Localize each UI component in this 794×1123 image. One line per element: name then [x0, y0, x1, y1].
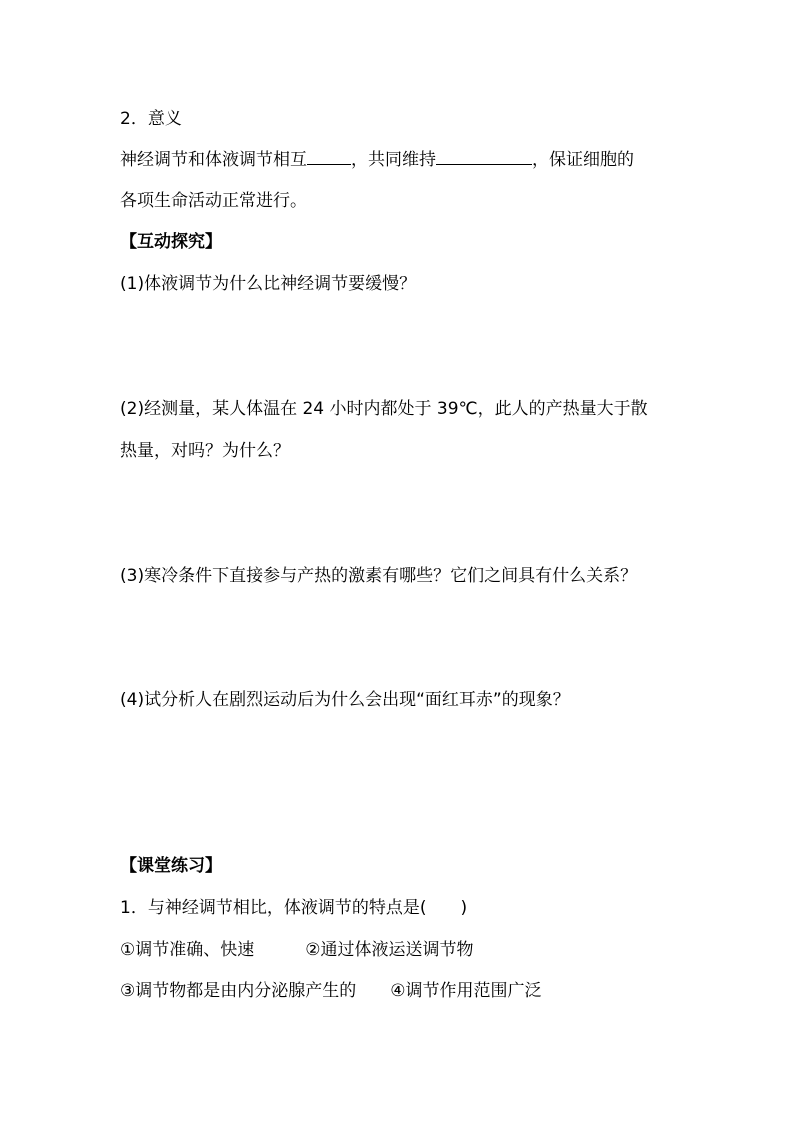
meaning-heading: 2．意义 — [120, 109, 182, 129]
inquiry-question-4: (4)试分析人在剧烈运动后为什么会出现“面红耳赤”的现象？ — [120, 690, 570, 710]
interactive-inquiry-title: 【互动探究】 — [120, 232, 222, 252]
meaning-text-part-3: ，保证细胞的 — [532, 150, 634, 170]
meaning-text-part-1: 神经调节和体液调节相互 — [120, 150, 307, 170]
meaning-sentence-line-1 — [120, 148, 634, 171]
inquiry-question-2-line-2: 热量，对吗？为什么？ — [120, 441, 290, 461]
practice-question-1-stem: 1．与神经调节相比，体液调节的特点是( ) — [120, 898, 468, 918]
inquiry-question-3: (3)寒冷条件下直接参与产热的激素有哪些？它们之间具有什么关系？ — [120, 566, 638, 586]
meaning-sentence-line-2: 各项生命活动正常进行。 — [120, 191, 307, 211]
class-practice-title: 【课堂练习】 — [120, 856, 222, 876]
inquiry-question-1: (1)体液调节为什么比神经调节要缓慢？ — [120, 274, 417, 294]
practice-options-line-2: ③调节物都是由内分泌腺产生的 ④调节作用范围广泛 — [120, 981, 542, 1001]
inquiry-question-2-line-1: (2)经测量，某人体温在 24 小时内都处于 39℃，此人的产热量大于散 — [120, 399, 648, 419]
fill-blank-1[interactable] — [307, 148, 351, 165]
fill-blank-2[interactable] — [436, 148, 532, 165]
practice-options-line-1: ①调节准确、快速 ②通过体液运送调节物 — [120, 940, 474, 960]
meaning-text-part-2: ，共同维持 — [351, 150, 436, 170]
